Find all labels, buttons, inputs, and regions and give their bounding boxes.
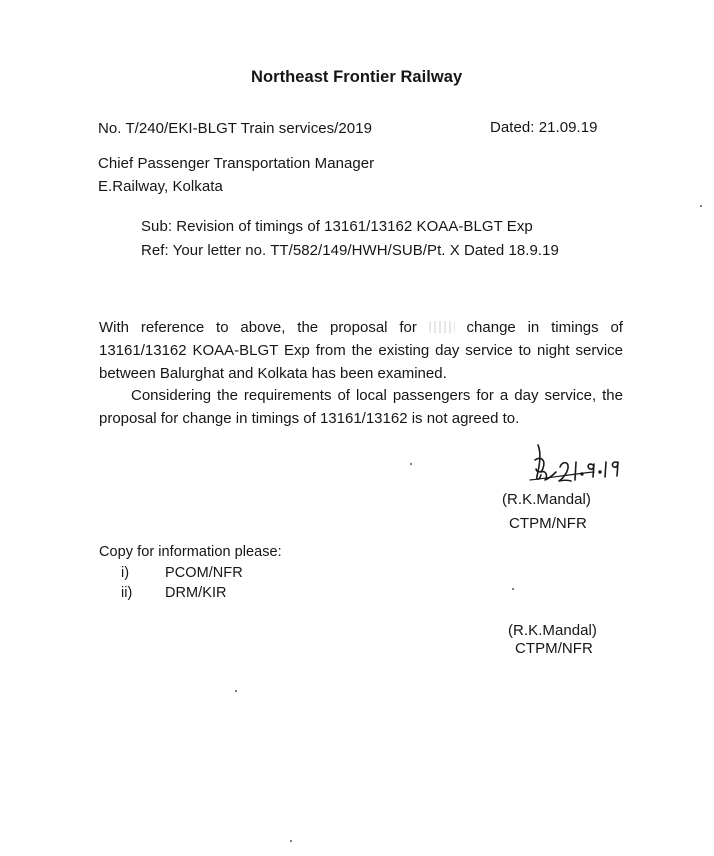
redacted-mark bbox=[429, 321, 455, 333]
addressee-line-2: E.Railway, Kolkata bbox=[98, 178, 223, 195]
scan-speck bbox=[410, 463, 412, 465]
signatory-designation-copy: CTPM/NFR bbox=[515, 640, 593, 657]
reference-line: Ref: Your letter no. TT/582/149/HWH/SUB/Pt. X Dated 18.9.19 bbox=[141, 242, 559, 259]
scan-speck bbox=[235, 690, 237, 692]
scan-speck bbox=[512, 588, 514, 590]
signatory-name: (R.K.Mandal) bbox=[502, 491, 591, 508]
scan-speck bbox=[700, 205, 702, 207]
copy-item-recipient: PCOM/NFR bbox=[165, 565, 243, 581]
letter-reference-number: No. T/240/EKI-BLGT Train services/2019 bbox=[98, 120, 372, 137]
scan-speck bbox=[290, 840, 292, 842]
addressee-line-1: Chief Passenger Transportation Manager bbox=[98, 155, 375, 172]
copy-item-number: ii) bbox=[121, 585, 133, 601]
subject-line: Sub: Revision of timings of 13161/13162 KOAA-BLGT Exp bbox=[141, 218, 533, 235]
signatory-name-copy: (R.K.Mandal) bbox=[508, 622, 597, 639]
copy-heading: Copy for information please: bbox=[99, 544, 282, 560]
organization-title: Northeast Frontier Railway bbox=[251, 68, 463, 86]
copy-item-number: i) bbox=[121, 565, 130, 581]
letter-date: Dated: 21.09.19 bbox=[490, 119, 598, 136]
body-paragraph-1 bbox=[99, 316, 623, 385]
signatory-designation: CTPM/NFR bbox=[509, 515, 587, 532]
body-paragraph-2: Considering the requirements of local passengers for a day service, the proposal for change in timings of 13161/13162 is not agreed to. bbox=[99, 387, 623, 427]
copy-item-recipient: DRM/KIR bbox=[165, 585, 227, 601]
body-paragraph-1-part-a: With reference to above, the proposal for bbox=[99, 319, 417, 336]
body-paragraph-1-part-b: change in timings of 13161/13162 KOAA-BLGT Exp from the existing day service to night service between Balurghat and Kolkata has been examined. bbox=[99, 319, 623, 382]
handwritten-signature bbox=[522, 440, 622, 496]
